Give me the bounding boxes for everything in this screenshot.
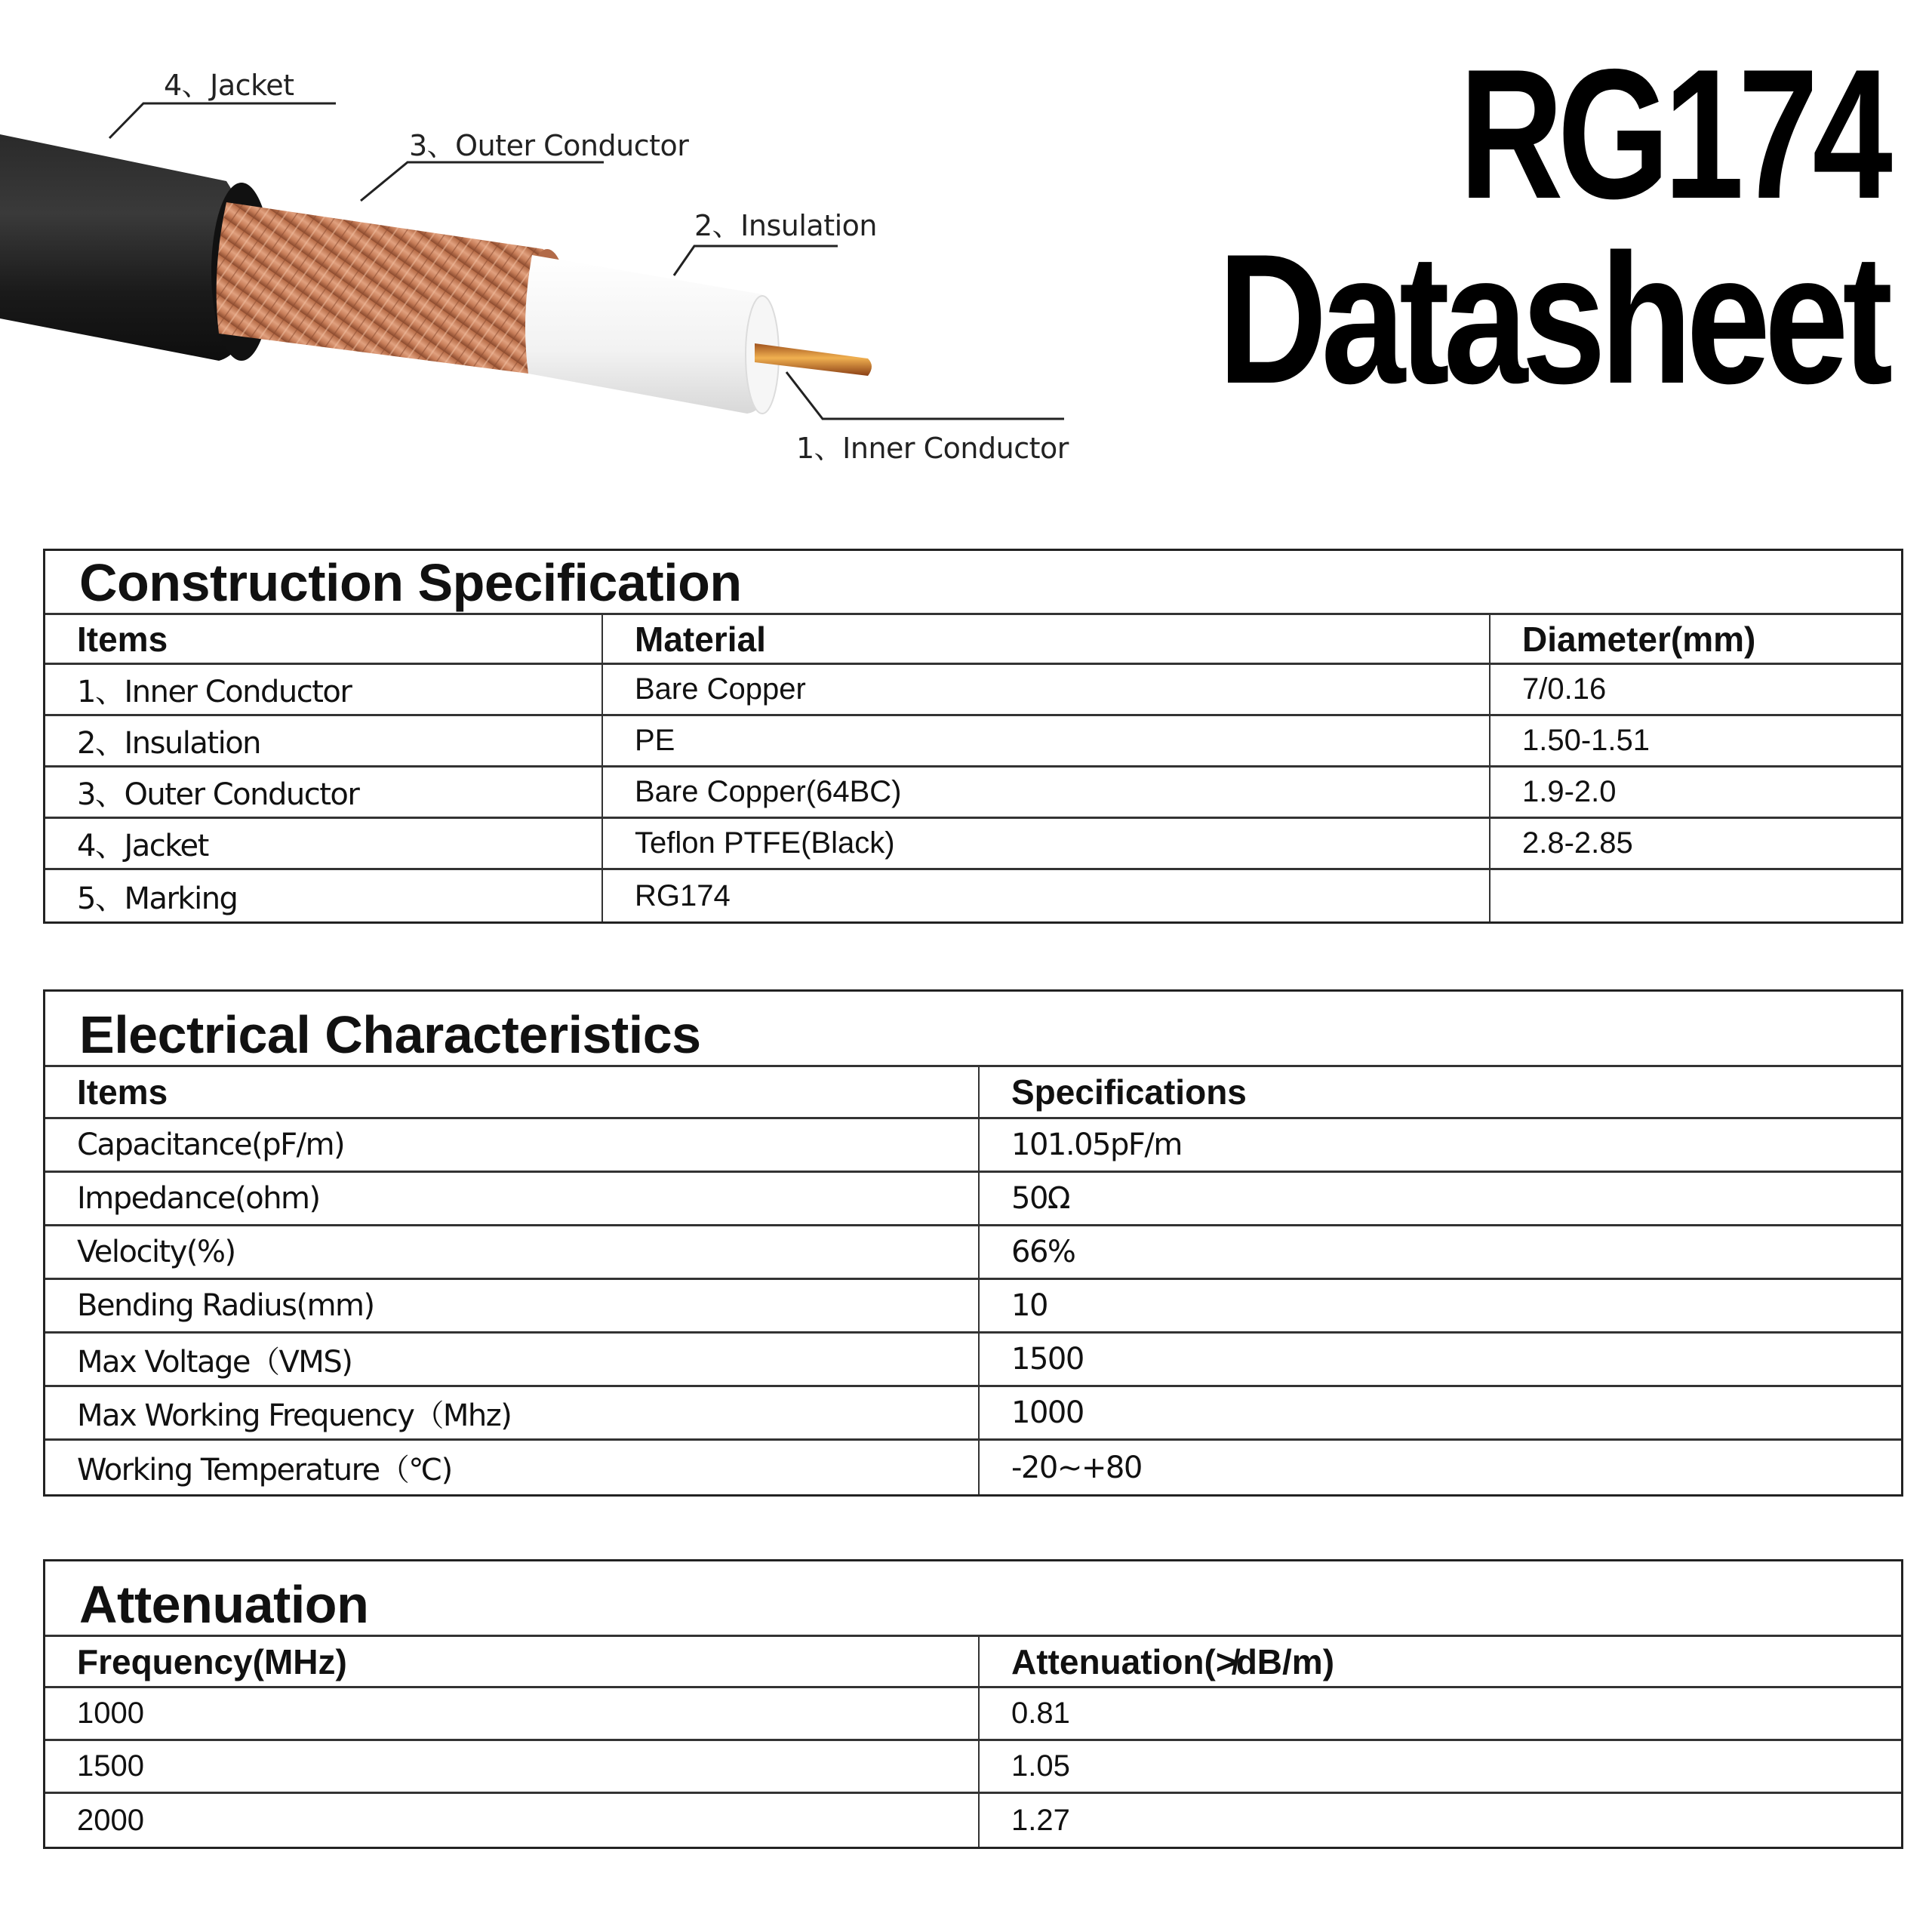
cell-material: Teflon PTFE(Black) [601,819,1489,868]
title-datasheet: Datasheet [1217,215,1887,422]
cell-spec: 1000 [978,1387,1901,1438]
table-row [45,1334,1901,1387]
table-title: Electrical Characteristics [45,992,1901,1067]
cell-item: Bending Radius(mm) [77,1288,374,1323]
callout-inner-conductor: 1、Inner Conductor [796,432,1069,465]
table-header-row [45,615,1901,665]
callout-jacket: 4、Jacket [164,69,294,102]
callout-insulation: 2、Insulation [694,209,877,242]
cell-diameter: 1.50-1.51 [1489,716,1901,765]
cell-item: 5、Marking [77,881,238,916]
cell-item: Velocity(%) [77,1235,235,1269]
header-diameter: Diameter(mm) [1489,615,1901,663]
cell-diameter: 7/0.16 [1489,665,1901,714]
cell-spec: 66% [978,1226,1901,1278]
attenuation-table [43,1559,1903,1849]
cell-item: Capacitance(pF/m) [77,1128,345,1162]
table-header-row [45,1637,1901,1688]
table-row [45,1387,1901,1441]
cell-item: Impedance(ohm) [77,1181,320,1216]
table-row [45,716,1901,768]
cell-item: 1、Inner Conductor [77,675,352,709]
table-row [45,768,1901,819]
cell-spec: 1500 [978,1334,1901,1385]
header-items: Items [77,1072,168,1112]
cell-material: RG174 [601,870,1489,921]
cell-attenuation: 1.27 [978,1794,1901,1847]
header-specifications: Specifications [978,1067,1901,1117]
callout-outer-conductor: 3、Outer Conductor [409,129,689,162]
table-header-row [45,1067,1901,1119]
table-title: Attenuation [45,1561,1901,1637]
header-attenuation: Attenuation(≯dB/m) [978,1637,1901,1686]
cell-frequency: 2000 [77,1803,144,1837]
cell-item: Max Working Frequency（Mhz) [77,1398,512,1433]
cell-spec: 101.05pF/m [978,1119,1901,1171]
cell-spec: -20~+80 [978,1441,1901,1494]
cell-diameter: 1.9-2.0 [1489,768,1901,817]
header-material: Material [601,615,1489,663]
table-title: Construction Specification [45,551,1901,615]
cell-diameter [1489,870,1901,921]
cell-attenuation: 1.05 [978,1741,1901,1792]
table-row [45,1173,1901,1226]
hero-section [0,0,1932,513]
cell-item: 2、Insulation [77,726,261,761]
table-row [45,1226,1901,1280]
cell-attenuation: 0.81 [978,1688,1901,1739]
cell-item: Max Voltage（VMS) [77,1344,352,1380]
electrical-characteristics-table [43,989,1903,1497]
table-row [45,1441,1901,1494]
table-row [45,1741,1901,1794]
table-row [45,1119,1901,1173]
table-row [45,819,1901,870]
cell-item: 3、Outer Conductor [77,777,359,812]
header-frequency: Frequency(MHz) [77,1641,347,1681]
cell-material: Bare Copper [601,665,1489,714]
datasheet-title [1071,30,1887,422]
title-model: RG174 [1459,30,1887,237]
cell-spec: 10 [978,1280,1901,1331]
cell-diameter: 2.8-2.85 [1489,819,1901,868]
cell-item: 4、Jacket [77,829,208,863]
table-row [45,1280,1901,1334]
construction-spec-table [43,549,1903,924]
cell-frequency: 1000 [77,1697,144,1730]
table-row [45,665,1901,716]
cell-frequency: 1500 [77,1749,144,1783]
table-row [45,1688,1901,1741]
cell-item: Working Temperature（℃) [77,1453,452,1487]
table-row [45,1794,1901,1847]
header-items: Items [77,619,168,659]
cell-material: Bare Copper(64BC) [601,768,1489,817]
cell-spec: 50Ω [978,1173,1901,1224]
cell-material: PE [601,716,1489,765]
table-row [45,870,1901,921]
